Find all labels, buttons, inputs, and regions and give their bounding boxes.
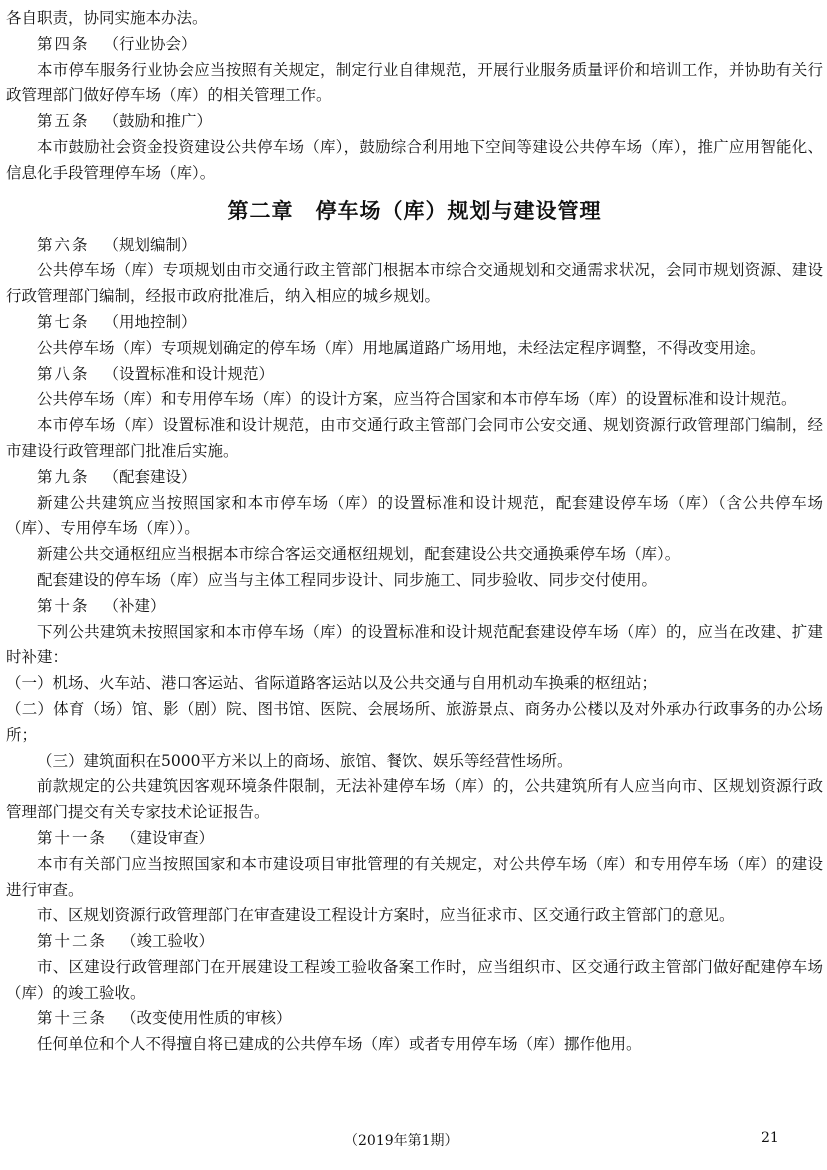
article-10-item-1: （一）机场、火车站、港口客运站、省际道路客运站以及公共交通与自用机动车换乘的枢纽站； bbox=[6, 674, 658, 693]
article-heading-10 bbox=[6, 594, 823, 620]
article-number: 第九条 bbox=[37, 467, 90, 486]
article-title: （行业协会） bbox=[103, 34, 197, 53]
article-title: （建设审查） bbox=[121, 828, 215, 847]
article-heading-13 bbox=[6, 1006, 823, 1032]
article-10-item-3: （三）建筑面积在5000平方米以上的商场、旅馆、餐饮、娱乐等经营性场所。 bbox=[37, 751, 573, 770]
article-10-body-2: 前款规定的公共建筑因客观环境条件限制，无法补建停车场（库）的，公共建筑所有人应当向市、区规划资源行政管理部门提交有关专家技术论证报告。 bbox=[6, 777, 823, 822]
article-6-body: 公共停车场（库）专项规划由市交通行政主管部门根据本市综合交通规划和交通需求状况，会同市规划资源、建设行政管理部门编制，经报市政府批准后，纳入相应的城乡规划。 bbox=[6, 261, 823, 306]
article-5-body: 本市鼓励社会资金投资建设公共停车场（库），鼓励综合利用地下空间等建设公共停车场（库），推广应用智能化、信息化手段管理停车场（库）。 bbox=[6, 137, 823, 182]
article-title: （竣工验收） bbox=[121, 932, 215, 951]
article-4-body: 本市停车服务行业协会应当按照有关规定，制定行业自律规范，开展行业服务质量评价和培训工作，并协助有关行政管理部门做好停车场（库）的相关管理工作。 bbox=[6, 60, 823, 105]
chapter-title: 停车场（库）规划与建设管理 bbox=[315, 198, 602, 223]
article-9-body-2: 新建公共交通枢纽应当根据本市综合客运交通枢纽规划，配套建设公共交通换乘停车场（库）。 bbox=[37, 545, 681, 564]
article-title: （鼓励和推广） bbox=[103, 112, 213, 131]
article-title: （规划编制） bbox=[103, 235, 197, 254]
article-heading-11 bbox=[6, 826, 823, 852]
article-number: 第十三条 bbox=[37, 1009, 108, 1028]
article-number: 第十一条 bbox=[37, 828, 108, 847]
article-heading-12 bbox=[6, 929, 823, 955]
article-8-body-2: 本市停车场（库）设置标准和设计规范，由市交通行政主管部门会同市公安交通、规划资源行政管理部门编制，经市建设行政管理部门批准后实施。 bbox=[6, 416, 823, 460]
article-title: （改变使用性质的审核） bbox=[121, 1009, 292, 1028]
article-9-body-1: 新建公共建筑应当按照国家和本市停车场（库）的设置标准和设计规范，配套建设停车场（库）（含公共停车场（库）、专用停车场（库））。 bbox=[6, 493, 823, 538]
article-number: 第四条 bbox=[37, 34, 90, 53]
article-heading-8 bbox=[6, 362, 823, 388]
article-heading-9 bbox=[6, 465, 823, 491]
page-number: 21 bbox=[761, 1130, 779, 1146]
article-7-body: 公共停车场（库）专项规划确定的停车场（库）用地属道路广场用地，未经法定程序调整，不得改变用途。 bbox=[37, 338, 766, 357]
article-10-item-2: （二）体育（场）馆、影（剧）院、图书馆、医院、会展场所、旅游景点、商务办公楼以及对外承办行政事务的办公场所； bbox=[6, 699, 823, 744]
paragraph-continued: 各自职责，协同实施本办法。 bbox=[6, 9, 208, 27]
article-9-body-3: 配套建设的停车场（库）应当与主体工程同步设计、同步施工、同步验收、同步交付使用。 bbox=[37, 570, 658, 589]
chapter-heading bbox=[6, 196, 823, 226]
article-12-body: 市、区建设行政管理部门在开展建设工程竣工验收备案工作时，应当组织市、区交通行政主管部门做好配建停车场（库）的竣工验收。 bbox=[6, 957, 823, 1002]
article-heading-5 bbox=[6, 109, 823, 135]
article-title: （补建） bbox=[103, 596, 166, 615]
page-content bbox=[6, 6, 823, 1058]
article-title: （设置标准和设计规范） bbox=[103, 364, 275, 383]
article-11-body-2: 市、区规划资源行政管理部门在审查建设工程设计方案时，应当征求市、区交通行政主管部门的意见。 bbox=[37, 906, 735, 925]
article-heading-6 bbox=[6, 233, 823, 259]
article-title: （配套建设） bbox=[103, 467, 197, 486]
page-footer bbox=[0, 1130, 827, 1156]
article-number: 第十二条 bbox=[37, 932, 108, 951]
article-number: 第十条 bbox=[37, 596, 90, 615]
article-8-body-1: 公共停车场（库）和专用停车场（库）的设计方案，应当符合国家和本市停车场（库）的设置标准和设计规范。 bbox=[37, 390, 797, 409]
article-10-body-1: 下列公共建筑未按照国家和本市停车场（库）的设置标准和设计规范配套建设停车场（库）的，应当在改建、扩建时补建： bbox=[6, 622, 823, 667]
article-heading-4 bbox=[6, 32, 823, 58]
article-13-body: 任何单位和个人不得擅自将已建成的公共停车场（库）或者专用停车场（库）挪作他用。 bbox=[37, 1035, 642, 1054]
article-number: 第五条 bbox=[37, 112, 90, 131]
article-11-body-1: 本市有关部门应当按照国家和本市建设项目审批管理的有关规定，对公共停车场（库）和专用停车场（库）的建设进行审查。 bbox=[6, 854, 823, 899]
issue-label: （2019年第1期） bbox=[344, 1133, 459, 1149]
article-title: （用地控制） bbox=[103, 312, 197, 331]
article-heading-7 bbox=[6, 310, 823, 336]
chapter-number: 第二章 bbox=[227, 198, 294, 223]
article-number: 第六条 bbox=[37, 235, 90, 254]
article-number: 第八条 bbox=[37, 364, 90, 383]
article-number: 第七条 bbox=[37, 312, 90, 331]
